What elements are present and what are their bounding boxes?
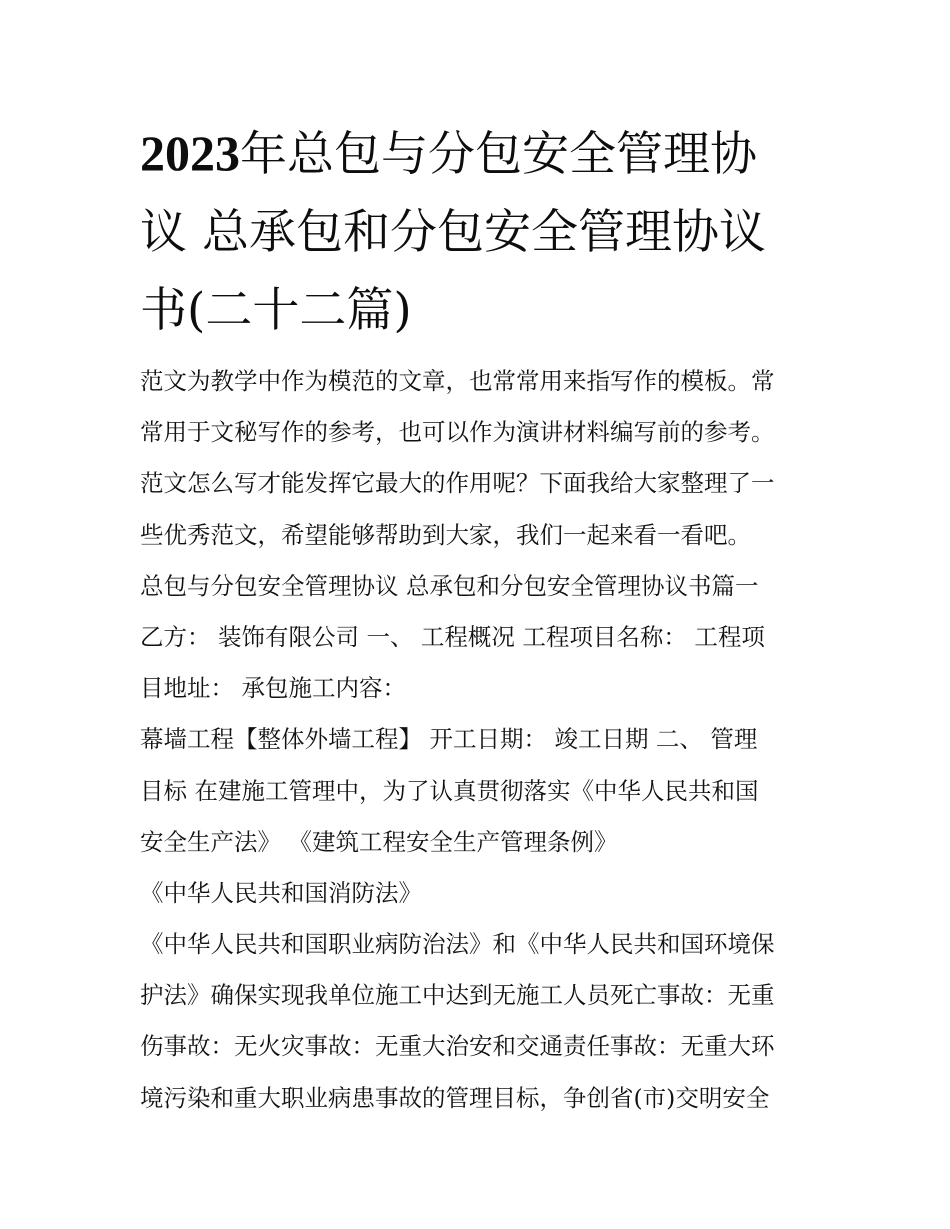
body-line: 安全生产法》 《建筑工程安全生产管理条例》 xyxy=(140,827,618,856)
body-line: 幕墙工程【整体外墙工程】 开工日期： 竣工日期 二、 管理 xyxy=(140,725,758,754)
body-line: 目地址： 承包施工内容： xyxy=(140,674,406,703)
document-body xyxy=(140,356,830,1124)
body-line: 伤事故：无火灾事故：无重大治安和交通责任事故：无重大环 xyxy=(140,1032,775,1061)
body-line: 《中华人民共和国消防法》 xyxy=(140,878,422,907)
body-line: 范文怎么写才能发挥它最大的作用呢？下面我给大家整理了一 xyxy=(140,469,775,498)
title-line-1-text: 年总包与分包安全管理协 xyxy=(240,127,757,182)
body-line: 范文为教学中作为模范的文章，也常常用来指写作的模板。常 xyxy=(140,367,775,395)
title-year: 2023 xyxy=(140,125,240,181)
title-line-2: 议 总承包和分包安全管理协议 xyxy=(140,205,766,260)
body-line: 些优秀范文，希望能够帮助到大家，我们一起来看一看吧。 xyxy=(140,520,751,549)
title-line-3: 书(二十二篇) xyxy=(140,283,412,338)
body-line: 常用于文秘写作的参考，也可以作为演讲材料编写前的参考。 xyxy=(140,418,775,447)
body-line: 境污染和重大职业病患事故的管理目标，争创省(市)交明安全 xyxy=(140,1083,770,1112)
title-line-1 xyxy=(140,114,820,194)
body-line: 护法》确保实现我单位施工中达到无施工人员死亡事故：无重 xyxy=(140,981,775,1010)
body-line: 目标 在建施工管理中，为了认真贯彻落实《中华人民共和国 xyxy=(140,776,759,805)
body-line: 乙方： 装饰有限公司 一、 工程概况 工程项目名称： 工程项 xyxy=(140,622,765,651)
body-line: 总包与分包安全管理协议 总承包和分包安全管理协议书篇一 xyxy=(140,571,759,600)
document-title xyxy=(140,114,820,350)
body-line: 《中华人民共和国职业病防治法》和《中华人民共和国环境保 xyxy=(140,930,775,959)
